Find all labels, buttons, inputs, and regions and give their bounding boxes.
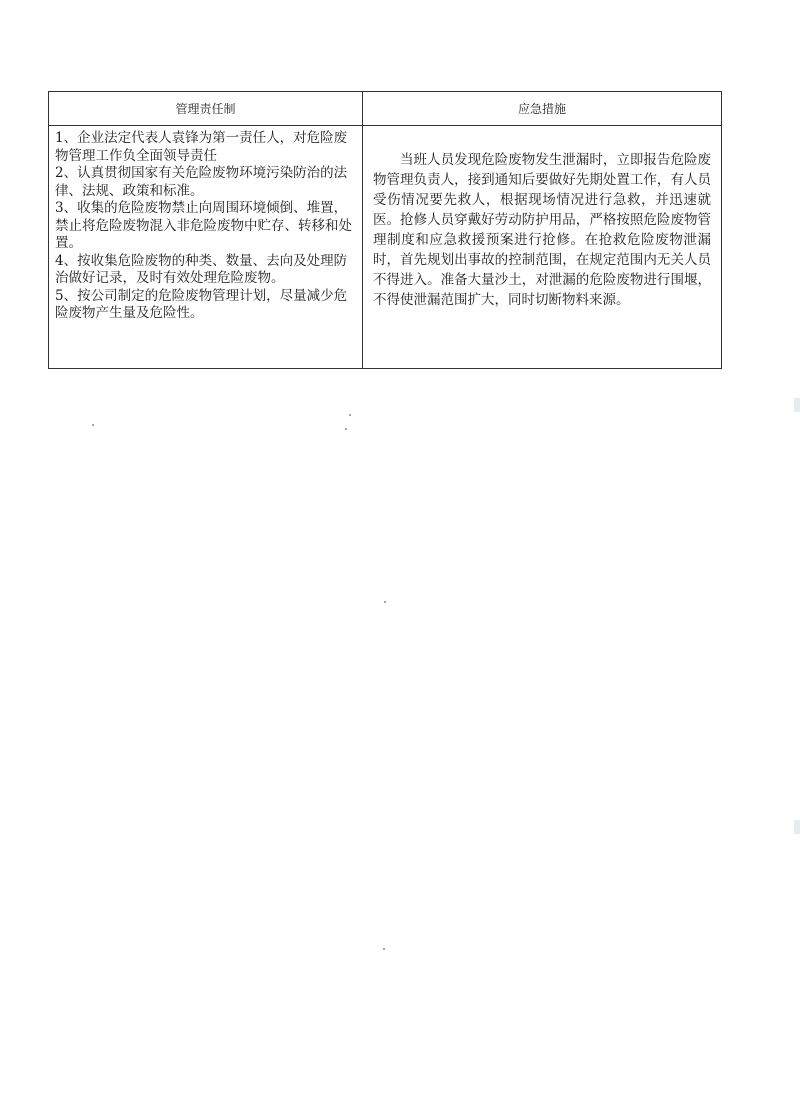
header-management-responsibility: 管理责任制 bbox=[49, 92, 363, 126]
responsibility-item-3: 3、收集的危险废物禁止向周围环境倾倒、堆置，禁止将危险废物混入非危险废物中贮存、转移和处置。 bbox=[55, 200, 352, 251]
emergency-measures-cell bbox=[363, 126, 722, 369]
responsibility-item-4: 4、按收集危险废物的种类、数量、去向及处理防治做好记录，及时有效处理危险废物。 bbox=[55, 252, 348, 286]
emergency-measures-text: 当班人员发现危险废物发生泄漏时，立即报告危险废物管理负责人，接到通知后要做好先期处置工作，有人员受伤情况要先救人，根据现场情况进行急救，并迅速就医。抢修人员穿戴好劳动防护用品，严格按照危险废物管理制度和应急救援预案进行抢修。在抢救危险废物泄漏时，首先规划出事故的控制范围，在规定范围内无关人员不得进入。准备大量沙土，对泄漏的危险废物进行围堰，不得使泄漏范围扩大，同时切断物料来源。 bbox=[373, 152, 711, 308]
header-emergency-measures: 应急措施 bbox=[363, 92, 722, 126]
table-header-row bbox=[49, 92, 722, 126]
responsibilities-cell bbox=[49, 126, 363, 369]
scan-edge-mark bbox=[794, 398, 800, 412]
scan-edge-mark bbox=[794, 820, 800, 834]
scan-speck bbox=[345, 428, 347, 430]
responsibility-item-2: 2、认真贯彻国家有关危险废物环境污染防治的法律、法规、政策和标准。 bbox=[55, 165, 348, 199]
scan-speck bbox=[349, 414, 351, 416]
table-body-row bbox=[49, 126, 722, 369]
responsibility-item-5: 5、按公司制定的危险废物管理计划，尽量减少危险废物产生量及危险性。 bbox=[55, 287, 348, 321]
scan-speck bbox=[383, 948, 385, 950]
management-table bbox=[48, 91, 722, 369]
scan-speck bbox=[384, 601, 386, 603]
responsibility-item-1: 1、企业法定代表人袁锋为第一责任人，对危险废物管理工作负全面领导责任 bbox=[55, 130, 348, 164]
scan-speck bbox=[92, 424, 94, 426]
